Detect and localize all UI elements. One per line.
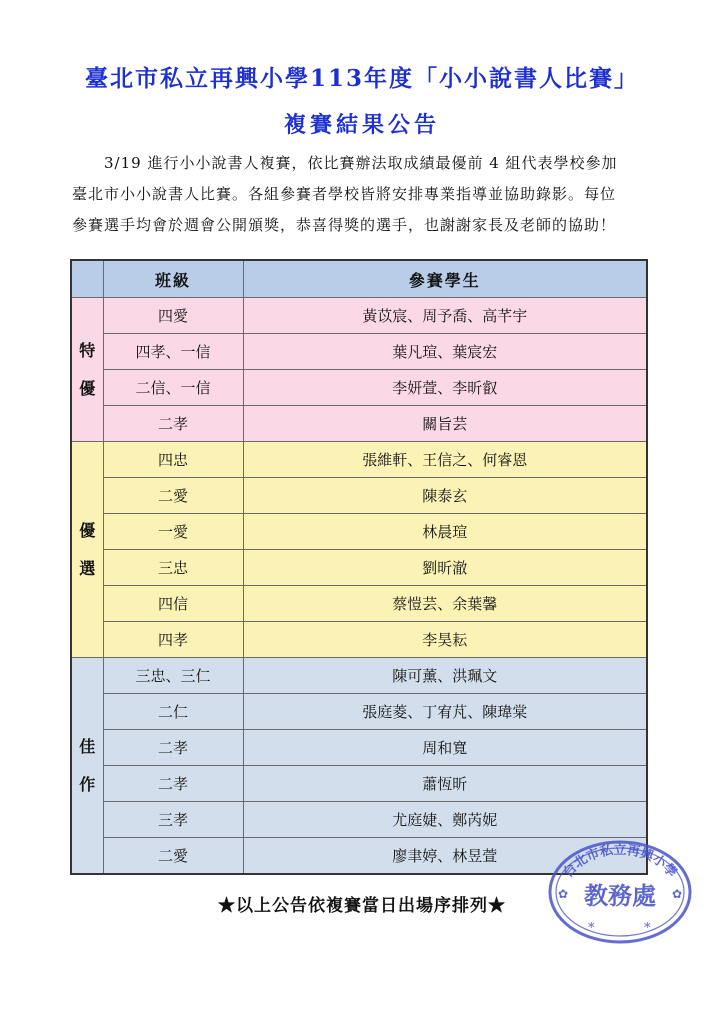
table-row [71,514,647,550]
class-cell: 三忠、三仁 [103,658,243,694]
table-row [71,730,647,766]
table-row [71,442,647,478]
students-cell: 李妍萱、李昕叡 [243,370,647,406]
header-class: 班級 [103,260,243,298]
announcement-title: 臺北市私立再興小學113年度「小小說書人比賽」 [84,65,639,92]
table-row [71,550,647,586]
table-row [71,406,647,442]
table-row [71,658,647,694]
intro-line: 3/19 進行小小說書人複賽，依比賽辦法取成績最優前 4 組代表學校參加 [104,154,618,172]
class-cell: 四忠 [103,442,243,478]
class-cell: 三忠 [103,550,243,586]
class-cell: 四孝、一信 [103,334,243,370]
table-row [71,298,647,334]
table-row [71,586,647,622]
students-cell: 陳泰玄 [243,478,647,514]
table-row [71,694,647,730]
class-cell: 二孝 [103,766,243,802]
svg-text:*: * [588,921,595,936]
students-cell: 廖聿婷、林昱萱 [243,838,647,875]
class-cell: 二愛 [103,478,243,514]
award-category-char: 選 [79,558,96,578]
award-category-char: 優 [79,378,96,398]
results-table [70,259,648,875]
award-category [71,658,103,875]
class-cell: 四孝 [103,622,243,658]
students-cell: 李昊耘 [243,622,647,658]
table-row [71,370,647,406]
table-header-row [71,260,647,298]
seal-org-text: 台北市私立再興小學 [560,843,680,881]
header-students: 參賽學生 [243,260,647,298]
class-cell: 二信、一信 [103,370,243,406]
students-cell: 尤庭婕、鄭芮妮 [243,802,647,838]
class-cell: 二孝 [103,730,243,766]
class-cell: 二孝 [103,406,243,442]
class-cell: 二愛 [103,838,243,875]
class-cell: 一愛 [103,514,243,550]
class-cell: 三孝 [103,802,243,838]
award-category [71,442,103,658]
award-category-char: 特 [79,340,96,360]
award-category-char: 作 [79,774,96,794]
students-cell: 葉凡瑄、葉宸宏 [243,334,647,370]
table-row [71,478,647,514]
students-cell: 張庭菱、丁宥芃、陳瑋棠 [243,694,647,730]
award-category-char: 佳 [79,736,96,756]
students-cell: 劉昕澈 [243,550,647,586]
intro-paragraph [72,148,652,241]
table-row [71,622,647,658]
seal-office-text: 教務處 [584,882,656,910]
intro-line: 臺北市小小說書人比賽。各組參賽者學校皆將安排專業指導並協助錄影。每位 [72,185,617,203]
svg-text:✿: ✿ [558,887,569,901]
class-cell: 四信 [103,586,243,622]
class-cell: 二仁 [103,694,243,730]
table-row [71,802,647,838]
students-cell: 張維軒、王信之、何睿恩 [243,442,647,478]
students-cell: 陳可薰、洪珮文 [243,658,647,694]
svg-text:✿: ✿ [672,887,683,901]
award-category [71,298,103,442]
announcement-subtitle: 複賽結果公告 [283,112,440,138]
table-row [71,766,647,802]
students-cell: 周和寬 [243,730,647,766]
school-seal-stamp [546,836,694,944]
students-cell: 林晨瑄 [243,514,647,550]
header-category [71,260,103,298]
table-row [71,334,647,370]
award-category-char: 優 [79,520,96,540]
svg-text:台北市私立再興小學 [560,842,680,881]
students-cell: 黃苡宸、周予喬、高芊宇 [243,298,647,334]
svg-text:*: * [644,921,651,936]
intro-line: 參賽選手均會於週會公開頒獎，恭喜得獎的選手，也謝謝家長及老師的協助！ [72,216,617,234]
footer-note: ★以上公告依複賽當日出場序排列★ [218,896,506,916]
students-cell: 關旨芸 [243,406,647,442]
class-cell: 四愛 [103,298,243,334]
students-cell: 蕭恆昕 [243,766,647,802]
students-cell: 蔡愷芸、余葉馨 [243,586,647,622]
